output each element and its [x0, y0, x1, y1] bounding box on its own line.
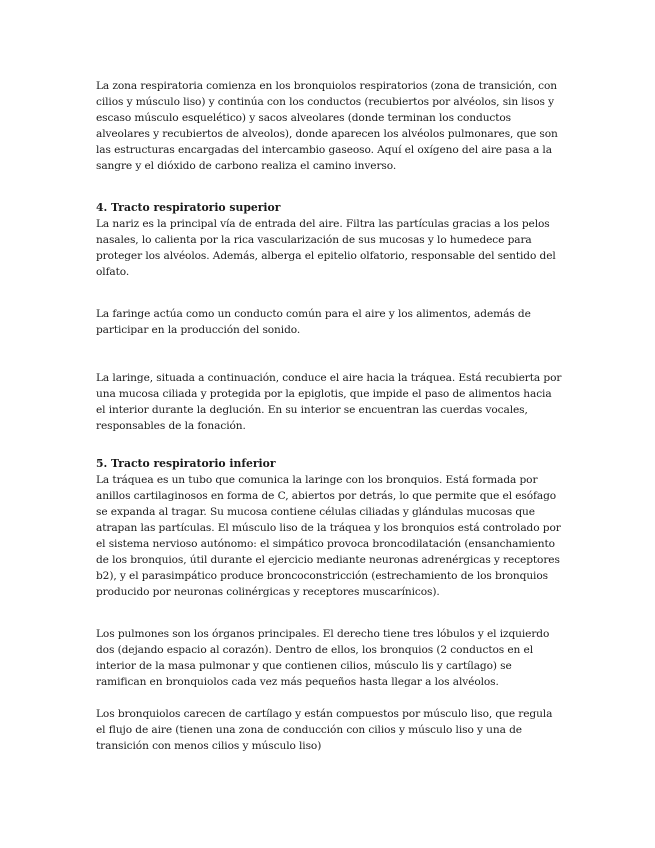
- paragraph-lungs: Los pulmones son los órganos principales. El derecho tiene tres lóbulos y el izquierdo dos (dejando espacio al corazón). Dentro de ellos, los bronquios (2 conductos en el interior de la masa pulmonar y que contienen cilios, músculo lis y cartílago) se ramifican en bronquiolos cada vez más pequeños hasta llegar a los alvéolos.: [96, 628, 550, 688]
- paragraph-pharynx: La faringe actúa como un conducto común para el aire y los alimentos, además de participar en la producción del sonido.: [96, 308, 531, 336]
- paragraph-respiratory-zone: La zona respiratoria comienza en los bronquiolos respiratorios (zona de transición, con cilios y músculo liso) y continúa con los conductos (recubiertos por alvéolos, sin lisos y escaso músculo esquelético) y sacos alveolares (donde terminan los conductos alveolares y recubiertos de alveolos), donde aparecen los alvéolos pulmonares, que son las estructuras encargadas del intercambio gaseoso. Aquí el oxígeno del aire pasa a la sangre y el dióxido de carbono realiza el camino inverso.: [96, 80, 558, 172]
- paragraph-bronchioles: Los bronquiolos carecen de cartílago y están compuestos por músculo liso, que regula el flujo de aire (tienen una zona de conducción con cilios y músculo liso y una de transición con menos cilios y músculo liso): [96, 708, 553, 752]
- heading-upper-respiratory-tract: 4. Tracto respiratorio superior: [96, 201, 281, 214]
- paragraph-nose: La nariz es la principal vía de entrada del aire. Filtra las partículas gracias a los pelos nasales, lo calienta por la rica vascularización de sus mucosas y lo humedece para proteger los alvéolos. Además, alberga el epitelio olfatorio, responsable del sentido del olfato.: [96, 218, 556, 278]
- document-page: [96, 78, 562, 754]
- paragraph-trachea: La tráquea es un tubo que comunica la laringe con los bronquios. Está formada por anillos cartilaginosos en forma de C, abiertos por detrás, lo que permite que el esófago se expanda al tragar. Su mucosa contiene células ciliadas y glándulas mucosas que atrapan las partículas. El músculo liso de la tráquea y los bronquios está controlado por el sistema nervioso autónomo: el simpático provoca broncodilatación (ensanchamiento de los bronquios, útil durante el ejercicio mediante neuronas adrenérgicas y receptores b2), y el parasimpático produce broncoconstricción (estrechamiento de los bronquios producido por neuronas colinérgicas y receptores muscarínicos).: [96, 474, 561, 598]
- paragraph-larynx: La laringe, situada a continuación, conduce el aire hacia la tráquea. Está recubierta por una mucosa ciliada y protegida por la epiglotis, que impide el paso de alimentos hacia el interior durante la deglución. En su interior se encuentran las cuerdas vocales, responsables de la fonación.: [96, 372, 562, 432]
- heading-lower-respiratory-tract: 5. Tracto respiratorio inferior: [96, 457, 276, 470]
